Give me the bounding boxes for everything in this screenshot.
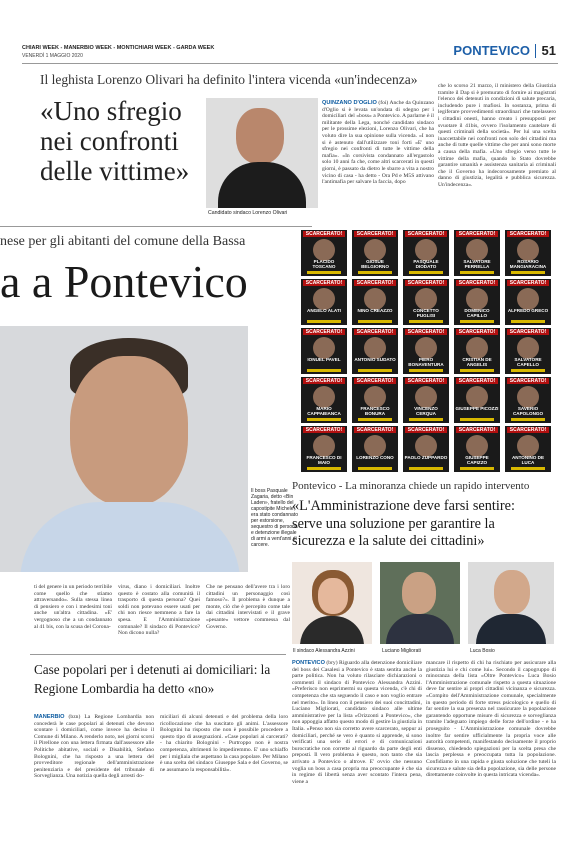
shirt-shape: [218, 162, 306, 208]
poster-face: [466, 239, 488, 261]
main-col3: Che ne pensano dell'avere tra i loro cittadini un personaggio così famoso?». Il problema è dunque a monte, ciò che è percepito come tale dai cittadini intervistati e il grave «pesante» vettore commessa dal Governo.: [206, 584, 290, 630]
header-rule: [22, 63, 558, 64]
scarcerato-poster: [301, 426, 347, 472]
poster-name: NINO CREAZZO: [357, 308, 393, 313]
scarcerato-poster: [454, 377, 500, 423]
scarcerato-poster: [301, 230, 347, 276]
poster-face: [364, 239, 386, 261]
poster-tag: SCARCERATO!: [354, 231, 396, 237]
poster-tag: SCARCERATO!: [354, 378, 396, 384]
poster-face: [466, 337, 488, 359]
bosio-caption: Luca Bosio: [470, 648, 495, 654]
poster-tag: SCARCERATO!: [507, 427, 549, 433]
poster-footer: [460, 369, 494, 372]
poster-footer: [511, 467, 545, 470]
boss-photo: [0, 326, 248, 572]
migliorati-jacket-shape: [386, 614, 454, 644]
top-kicker: Il leghista Lorenzo Olivari ha definito l'intera vicenda «un'indecenza»: [40, 72, 418, 87]
poster-face: [466, 386, 488, 408]
poster-face: [466, 435, 488, 457]
azzini-caption: Il sindaco Alessandra Azzini: [293, 648, 355, 654]
poster-footer: [409, 418, 443, 421]
scarcerato-poster: [301, 328, 347, 374]
poster-name: LORENZO CONO: [356, 455, 394, 460]
migliorati-face-shape: [402, 572, 436, 614]
scarcerato-poster: [505, 328, 551, 374]
top-col2-text: che lo scorso 21 marzo, il ministero della Giustizia tramite il Dap si è premurato di fornire ai magistrati l'elenco dei detenuti in condizioni di salute precaria, includendo pure i mafiosi. In sostanza, prima di legiferare provvedimenti straordinari che tutelassero i cittadini onesti, hanno creato i presupposti per svuotare il 41bis, ovvero l'isolamento cautelare di questi criminali della società». Per lui una scelta inaccettabile nei confronti non solo dei cittadini ma anche di tutte quelle vittime che per anni sono morte a causa della mafia. «Uno sfregio verso tutte le vittime della mafia, quando lo Stato dovrebbe garantire umanità e assistenza sanitaria ai criminali che il Governo ha indecorosamente premiato al danno di giustizia, legalità e pubblica sicurezza. Un'indecenza».: [438, 83, 556, 188]
azzini-face-shape: [318, 578, 348, 614]
poster-face: [517, 239, 539, 261]
minority-headline: «L'Amministrazione deve farsi sentire: serve una soluzione per garantire la sicurezza e la salute dei cittadini»: [292, 498, 515, 549]
poster-face: [466, 288, 488, 310]
poster-tag: SCARCERATO!: [456, 231, 498, 237]
poster-name: DOMENICO CAPILLO: [464, 308, 490, 319]
bosio-jacket-shape: [476, 614, 546, 644]
poster-face: [517, 337, 539, 359]
poster-face: [517, 435, 539, 457]
poster-face: [517, 288, 539, 310]
poster-face: [415, 337, 437, 359]
scarcerato-poster: [301, 279, 347, 325]
poster-name: GIUSEPPE PICOZZI: [455, 406, 499, 411]
poster-tag: SCARCERATO!: [354, 427, 396, 433]
poster-tag: SCARCERATO!: [303, 231, 345, 237]
scarcerato-poster: [352, 377, 398, 423]
bottom-col1-text: (bzn) La Regione Lombardia non concederà le case popolari ai detenuti che devono scontare i domiciliari, come invece ha deciso il Comune di Milano. A renderlo noto, nei giorni scorsi il Pirellone con una lettera firmata dall'assessore alle Politiche abitative, sociali e Disabilità, Stefano Bolognini, che ha risposto a una lettera del provveditore regionale dell'amministrazione penitenziaria e del presidente del tribunale di Sorveglianza. Una notizia quella degli arresti do-: [34, 714, 154, 780]
scarcerato-poster: [505, 377, 551, 423]
azzini-jacket-shape: [300, 616, 364, 644]
poster-tag: SCARCERATO!: [405, 329, 447, 335]
poster-footer: [460, 320, 494, 323]
scarcerato-poster: [454, 426, 500, 472]
boss-shirt-shape: [20, 502, 240, 572]
poster-footer: [511, 369, 545, 372]
poster-footer: [307, 271, 341, 274]
poster-footer: [460, 418, 494, 421]
poster-face: [415, 386, 437, 408]
editions-line: CHIARI WEEK - MANERBIO WEEK - MONTICHIARI WEEK - GARDA WEEK: [22, 45, 215, 51]
poster-footer: [358, 320, 392, 323]
poster-face: [364, 435, 386, 457]
scarcerato-poster: [505, 230, 551, 276]
bosio-photo: [468, 562, 554, 644]
poster-name: FRANCESCO DI MAIO: [306, 455, 342, 466]
bottom-dateline: MANERBIO: [34, 714, 65, 720]
poster-footer: [409, 369, 443, 372]
poster-name: FRANCESCO BONURA: [360, 406, 390, 417]
poster-name: PAOLO ZUPPARDO: [404, 455, 448, 460]
poster-footer: [511, 271, 545, 274]
poster-name: ANGELO ALATI: [307, 308, 341, 313]
top-col1-text: (foi) Anche da Quinzano d'Oglio si è levata un'ondata di sdegno per i domiciliari del «boss» a Pontevico. A parlarne è il militante della Lega, nonché candidato sindaco per le prossime elezioni, Lorenzo Olivari, che ha voluto dire la sua opinione sulla vicenda. «I non si è astenuto dall'utilizzare toni forti «E' uno sfregio nei confronti di tutte le vittime della mafia». «In corsivista condannato all'ergastolo solo 10 anni fa che, come altri scarcerati in questi giorni, è passato da dietro le sbarre a vita a nostro vicino di casa - ha detto - Ora Pd e M5S attivano l'antimafia per salvare la faccia, dopo: [322, 100, 434, 186]
olivari-caption: Candidato sindaco Lorenzo Olivari: [208, 210, 288, 216]
poster-footer: [307, 418, 341, 421]
poster-name: SALVATORE PERRELLA: [463, 259, 491, 270]
bosio-face-shape: [494, 570, 530, 614]
poster-face: [313, 288, 335, 310]
main-headline: a a Pontevico: [0, 256, 248, 307]
poster-face: [415, 239, 437, 261]
top-dateline: QUINZANO D'OGLIO: [322, 100, 377, 106]
poster-footer: [307, 320, 341, 323]
poster-footer: [511, 320, 545, 323]
bottom-headline: Case popolari per i detenuti ai domiciliari: la Regione Lombardia ha detto «no»: [34, 662, 271, 696]
poster-footer: [307, 467, 341, 470]
poster-tag: SCARCERATO!: [405, 280, 447, 286]
poster-tag: SCARCERATO!: [303, 427, 345, 433]
bottom-article-rule: [30, 654, 286, 655]
scarcerato-poster: [352, 328, 398, 374]
poster-face: [415, 435, 437, 457]
poster-name: IONUEL PAVEL: [307, 357, 341, 362]
poster-name: ALFREDO GRECO: [507, 308, 549, 313]
scarcerato-poster: [301, 377, 347, 423]
poster-face: [364, 288, 386, 310]
poster-tag: SCARCERATO!: [405, 378, 447, 384]
scarcerato-poster: [454, 279, 500, 325]
poster-face: [313, 239, 335, 261]
poster-name: PIERO BONAVENTURA: [408, 357, 444, 368]
poster-tag: SCARCERATO!: [507, 329, 549, 335]
scarcerato-poster: [352, 230, 398, 276]
main-kicker: nese per gli abitanti del comune della Bassa: [0, 234, 246, 249]
poster-name: GIOSUE BELGIORNO: [361, 259, 389, 270]
top-article-rule: [0, 226, 312, 227]
olivari-photo: [206, 98, 318, 208]
migliorati-photo: [380, 562, 460, 644]
poster-face: [313, 435, 335, 457]
poster-footer: [358, 369, 392, 372]
poster-tag: SCARCERATO!: [303, 280, 345, 286]
poster-tag: SCARCERATO!: [456, 280, 498, 286]
poster-footer: [460, 467, 494, 470]
boss-photo-caption: Il boss Pasquale Zagaria, detto «Bin Laden», fratello del capostipite Michele, era stato condannato per estorsione, sequestro di persona e detenzione illegale di armi a vent'anni di carcere.: [251, 488, 298, 548]
scarcerato-poster: [352, 279, 398, 325]
poster-name: VINCENZO CERQUA: [414, 406, 438, 417]
poster-tag: SCARCERATO!: [354, 280, 396, 286]
section-title: PONTEVICO: [453, 43, 530, 58]
page-number: 51: [541, 43, 556, 58]
migliorati-caption: Luciano Migliorati: [382, 648, 421, 654]
poster-footer: [409, 320, 443, 323]
top-article-col2: [438, 83, 556, 223]
poster-tag: SCARCERATO!: [507, 280, 549, 286]
poster-name: CRISTIAN DE ANGELIS: [462, 357, 492, 368]
minority-col2: mancare il rispetto di chi ha rischiato per assicurare alla giustizia lui e chi come lui». Secondo il capogruppo di minoranza della lista «Oltre Pontevico» Luca Bosio l'Amministrazione comunale rispetto a questa situazione deve far sentire ai propri cittadini vicinanza e sicurezza. «Compito dell'Amministrazione comunale, specialmente in questo periodo di forte stress psicologico e quello di far sentire la sua presenza nel rassicurare la popolazione garantendo opportune misure di sicurezza e sorveglianza tramite l'adeguato impiego delle forze dell'ordine - e ha proseguito - L'Amministrazione comunale dovrebbe inoltre far sentire ufficialmente la propria voce alle autorità competenti, manifestando decisamente il proprio dissenso, chiedendo spiegazioni per la scelta presa che lascia perplessa e preoccupata tutta la popolazione. Confidiamo in una rapida e giusta soluzione che tuteli la sicurezza e salute sia della popolazione, sia delle persone direttamente coinvolte in questa intricata vicenda».: [426, 660, 556, 779]
poster-face: [364, 386, 386, 408]
poster-name: SAVERIO CAPOLONGO: [512, 406, 544, 417]
bottom-col2: miciliari di alcuni detenuti e del problema della loro ricollocazione che ha suscitato gli animi. L'assessore Bolognini ha risposto che non è possibile procedere a questo tipo di assegnazioni. «Case popolari ai carcerati? - ha chiarito Bolognini - Purtroppo non è nostra competenza, altrimenti lo impediremmo. E' uno schiaffo per i migliaia che aspettano la casa popolare. Per Milano è una scelta del sindaco Giuseppe Sala e del Governo, se ne assumano la responsabilità».: [160, 714, 288, 773]
minority-kicker: Pontevico - La minoranza chiede un rapido intervento: [292, 480, 530, 492]
poster-face: [313, 337, 335, 359]
face-shape: [236, 108, 284, 164]
poster-footer: [511, 418, 545, 421]
scarcerato-poster: [505, 426, 551, 472]
top-headline: «Uno sfregio nei confronti delle vittime»: [40, 96, 190, 186]
poster-face: [517, 386, 539, 408]
scarcerato-poster: [505, 279, 551, 325]
poster-footer: [409, 467, 443, 470]
scarcerato-poster: [403, 230, 449, 276]
minority-col1: [292, 660, 422, 834]
poster-name: MARIO CAPPABIANCA: [307, 406, 341, 417]
poster-name: GIUSEPPE CAPIZZO: [465, 455, 489, 466]
azzini-photo: [292, 562, 372, 644]
bottom-col1: [34, 714, 154, 832]
poster-name: ANTONIO SUDATO: [354, 357, 396, 362]
scarcerato-poster: [454, 328, 500, 374]
poster-tag: SCARCERATO!: [303, 329, 345, 335]
boss-face-shape: [70, 356, 188, 506]
minority-col1-text: (bry) Riguardo alla detenzione domiciliare del boss dei Casalesi a Pontevico è stata sentita anche la parte politica. Non ha voluto rilasciare dichiarazioni o commenti il sindaco di Pontevico Alessandra Azzini. «Preferisco non esprimermi su questa vicenda, c'è chi di competenza che sta seguendo il caso e non voglio entrare nel merito». In linea con il pensiero dei suoi concittadini, Luciano Migliorati, candidato sindaco alle ultime amministrative per la lista «Orizzonti a Pontevico», che non appoggia affatto questo modo di gestire la giustizia in Italia. «Penso non sia corretto avere scarcerato, seppur ai domiciliari, perché se vero è quanto si apprende, si sono verificati una serie di errori e di comunicazioni burocratiche non corrette al riguardo da parte degli enti preposti. Il vero problema è questo, non tanto che sia arrivato a Pontevico o altrove. E' ovvio che nessuno voglia un boss a casa propria ma preoccupante è che sia in regime di libertà senza aver scontato l'intera pena, viene a: [292, 660, 422, 785]
scarcerato-poster: [403, 328, 449, 374]
scarcerato-poster: [403, 279, 449, 325]
poster-face: [415, 288, 437, 310]
poster-footer: [358, 467, 392, 470]
poster-name: CONCETTO PUGLISI: [413, 308, 439, 319]
poster-tag: SCARCERATO!: [456, 329, 498, 335]
poster-tag: SCARCERATO!: [405, 427, 447, 433]
scarcerato-poster: [454, 230, 500, 276]
poster-footer: [358, 418, 392, 421]
top-article-col1: [322, 100, 434, 230]
header-divider: [535, 44, 536, 58]
poster-tag: SCARCERATO!: [456, 378, 498, 384]
main-col2: virus, diano i domiciliari. Inoltre questo è costato alla comunità il trasporto di questa persona? Quei soldi non potevano essere usati per chi non riesce nemmeno a fare la spesa. E l'Amministrazione comunale? Il sindaco di Pontevico? Non dicono nulla?: [118, 584, 200, 637]
main-col1: ti del genere in un periodo terribile come quello che stiamo attraversando». Sulla stessa linea di pensiero e con i medesimi toni anche un'altra cittadina. «E' vergognoso che a un condannato al 41 bis, con la scusa del Corona-: [34, 584, 112, 630]
scarcerato-poster-grid: [301, 230, 555, 476]
poster-tag: SCARCERATO!: [303, 378, 345, 384]
poster-tag: SCARCERATO!: [507, 378, 549, 384]
poster-footer: [307, 369, 341, 372]
minority-dateline: PONTEVICO: [292, 660, 325, 666]
poster-face: [364, 337, 386, 359]
poster-tag: SCARCERATO!: [456, 427, 498, 433]
poster-name: PASQUALE DIODATO: [413, 259, 439, 270]
poster-tag: SCARCERATO!: [507, 231, 549, 237]
poster-footer: [460, 271, 494, 274]
scarcerato-poster: [403, 426, 449, 472]
poster-tag: SCARCERATO!: [354, 329, 396, 335]
scarcerato-poster: [352, 426, 398, 472]
poster-name: PLACIDO TOSCANO: [312, 259, 336, 270]
poster-footer: [409, 271, 443, 274]
page-header: [22, 42, 558, 64]
issue-date: VENERDÌ 1 MAGGIO 2020: [22, 53, 83, 59]
scarcerato-poster: [403, 377, 449, 423]
poster-face: [313, 386, 335, 408]
poster-name: SALVATORE CAPELLO: [514, 357, 542, 368]
poster-name: ANTONINO DE LUCA: [511, 455, 545, 466]
poster-footer: [358, 271, 392, 274]
poster-tag: SCARCERATO!: [405, 231, 447, 237]
poster-name: ROSARIO MANGIARACINA: [509, 259, 547, 270]
